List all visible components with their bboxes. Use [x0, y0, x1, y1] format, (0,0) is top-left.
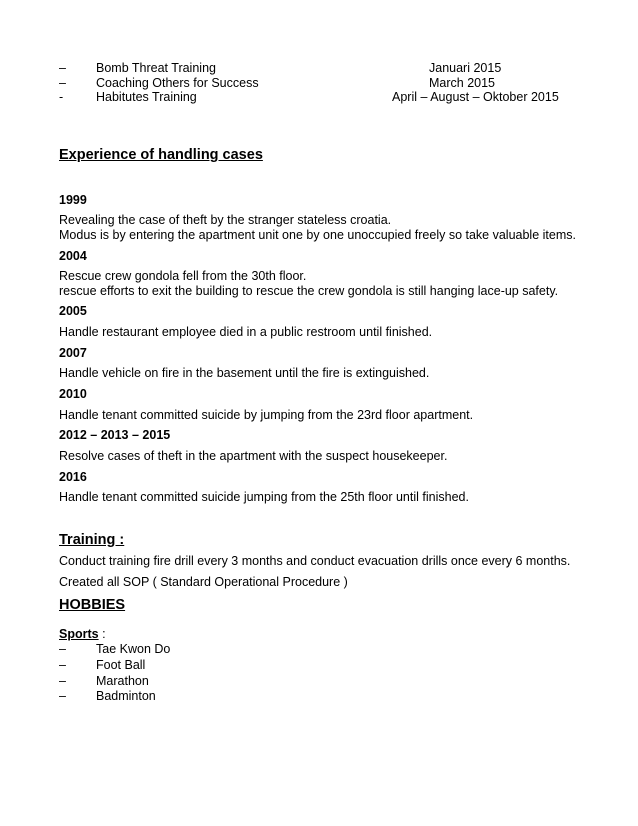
- case-line: Rescue crew gondola fell from the 30th floor.: [59, 269, 307, 283]
- experience-heading: Experience of handling cases: [59, 147, 263, 163]
- training-3-name: Habitutes Training: [96, 90, 197, 104]
- training-1-dash: –: [59, 61, 66, 75]
- case-line: Handle tenant committed suicide jumping from the 25th floor until finished.: [59, 490, 469, 504]
- case-year: 2007: [59, 346, 87, 360]
- case-line: Handle restaurant employee died in a public restroom until finished.: [59, 325, 433, 339]
- training-1-name: Bomb Threat Training: [96, 61, 216, 75]
- training-3-date: April – August – Oktober 2015: [392, 90, 559, 104]
- hobby-dash: –: [59, 642, 66, 656]
- case-year: 2005: [59, 304, 87, 318]
- training-2-dash: –: [59, 76, 66, 90]
- sports-suffix: :: [98, 627, 106, 641]
- training-line: Created all SOP ( Standard Operational Procedure ): [59, 575, 348, 589]
- hobby-dash: –: [59, 674, 66, 688]
- case-line: Modus is by entering the apartment unit one by one unoccupied freely so take valuable items.: [59, 228, 576, 242]
- case-year: 1999: [59, 193, 87, 207]
- sports-label: Sports: [59, 627, 99, 641]
- case-year: 2010: [59, 387, 87, 401]
- training-2-date: March 2015: [429, 76, 496, 90]
- hobby-item: Badminton: [96, 689, 156, 703]
- case-year: 2004: [59, 249, 87, 263]
- case-year: 2016: [59, 470, 87, 484]
- hobby-item: Tae Kwon Do: [96, 642, 171, 656]
- hobby-dash: –: [59, 689, 66, 703]
- hobby-item: Marathon: [96, 674, 149, 688]
- sports-label-line: [59, 627, 106, 642]
- hobbies-heading: HOBBIES: [59, 597, 126, 613]
- case-line: Handle tenant committed suicide by jumping from the 23rd floor apartment.: [59, 408, 474, 422]
- case-year: 2012 – 2013 – 2015: [59, 428, 171, 442]
- training-line: Conduct training fire drill every 3 months and conduct evacuation drills once every 6 months.: [59, 554, 571, 568]
- hobby-item: Foot Ball: [96, 658, 146, 672]
- training-1-date: Januari 2015: [429, 61, 502, 75]
- training-heading: Training :: [59, 532, 125, 548]
- case-line: Resolve cases of theft in the apartment with the suspect housekeeper.: [59, 449, 448, 463]
- training-3-dash: -: [59, 90, 64, 104]
- case-line: rescue efforts to exit the building to rescue the crew gondola is still hanging lace-up safety.: [59, 284, 559, 298]
- case-line: Revealing the case of theft by the stranger stateless croatia.: [59, 213, 392, 227]
- training-2-name: Coaching Others for Success: [96, 76, 259, 90]
- hobby-dash: –: [59, 658, 66, 672]
- case-line: Handle vehicle on fire in the basement until the fire is extinguished.: [59, 366, 430, 380]
